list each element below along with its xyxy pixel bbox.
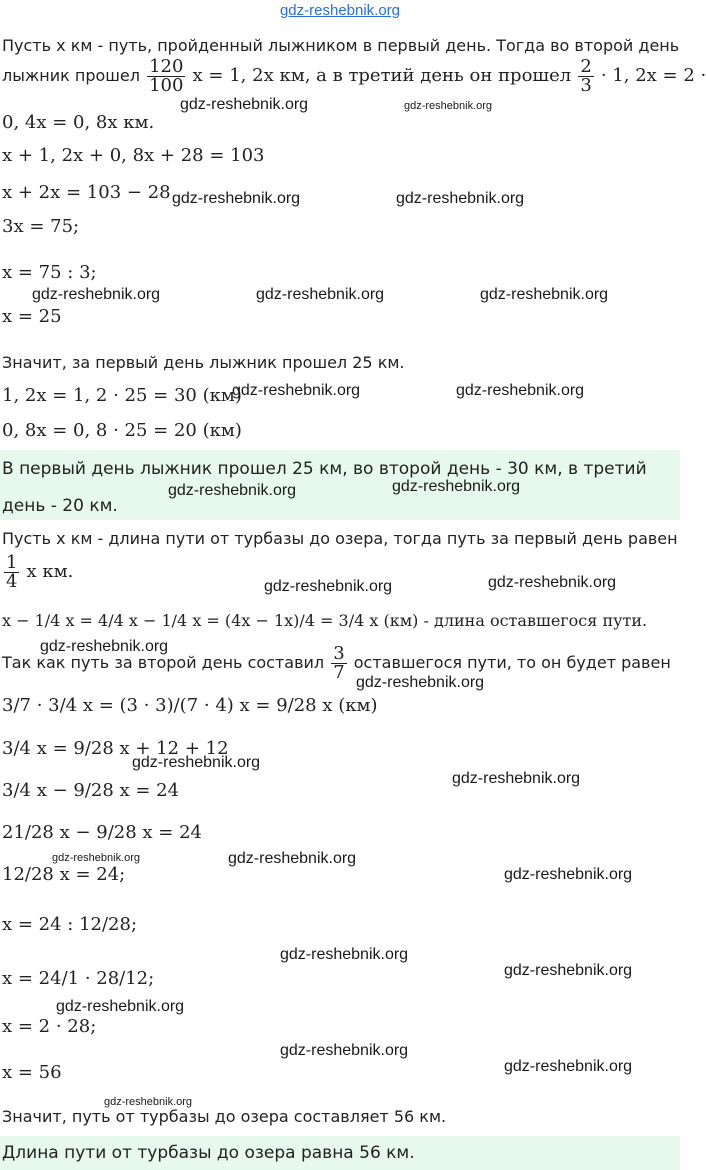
equation-5: x = 25 <box>2 306 62 327</box>
problem1-intro-line2 <box>2 58 706 95</box>
equation-10: 3/4 x = 9/28 x + 12 + 12 <box>2 738 229 759</box>
answer-1-line1: В первый день лыжник прошел 25 км, во второй день - 30 км, в третий <box>2 459 647 479</box>
problem1-intro-text-c: · 1, 2x = 2 · <box>600 65 706 86</box>
fraction-3-7 <box>331 645 346 682</box>
conclusion-2: Значит, путь от турбазы до озера составляет 56 км. <box>2 1107 447 1126</box>
watermark: gdz-reshebnik.org <box>452 770 581 787</box>
problem2-condition-text-a: Так как путь за второй день составил <box>2 653 325 672</box>
fraction-denominator: 100 <box>149 75 184 96</box>
equation-16: x = 2 · 28; <box>2 1016 97 1037</box>
problem1-intro-text-a: лыжник прошел <box>2 66 140 85</box>
fraction-120-100 <box>147 58 185 95</box>
equation-2: x + 2x = 103 − 28 <box>2 182 171 203</box>
watermark: gdz-reshebnik.org <box>264 578 393 595</box>
fraction-numerator: 2 <box>580 56 592 77</box>
problem2-condition-text-b: оставшегося пути, то он будет равен <box>353 653 671 672</box>
answer-2: Длина пути от турбазы до озера равна 56 км. <box>2 1143 415 1163</box>
problem1-intro-line1: Пусть x км - путь, пройденный лыжником в первый день. Тогда во второй день <box>2 36 680 55</box>
equation-4: x = 75 : 3; <box>2 262 97 283</box>
fraction-numerator: 120 <box>149 56 184 77</box>
equation-11: 3/4 x − 9/28 x = 24 <box>2 780 180 801</box>
equation-6: 1, 2x = 1, 2 · 25 = 30 (км) <box>2 385 242 406</box>
fraction-denominator: 4 <box>6 571 18 592</box>
equation-8: x − 1/4 x = 4/4 x − 1/4 x = (4x − 1x)/4 = 3/4 x (км) - длина оставшегося пути. <box>2 611 648 630</box>
equation-7: 0, 8x = 0, 8 · 25 = 20 (км) <box>2 420 242 441</box>
watermark: gdz-reshebnik.org <box>504 962 633 979</box>
watermark: gdz-reshebnik.org <box>232 382 361 399</box>
watermark: gdz-reshebnik.org <box>104 1096 193 1108</box>
fraction-numerator: 3 <box>333 643 345 664</box>
watermark: gdz-reshebnik.org <box>56 998 185 1015</box>
equation-13: 12/28 x = 24; <box>2 864 126 885</box>
watermark: gdz-reshebnik.org <box>168 482 297 499</box>
problem1-intro-line3: 0, 4x = 0, 8x км. <box>2 112 155 133</box>
watermark: gdz-reshebnik.org <box>456 382 585 399</box>
watermark: gdz-reshebnik.org <box>52 852 141 864</box>
fraction-denominator: 7 <box>333 662 345 683</box>
watermark: gdz-reshebnik.org <box>488 574 617 591</box>
fraction-denominator: 3 <box>580 75 592 96</box>
watermark: gdz-reshebnik.org <box>396 190 525 207</box>
watermark: gdz-reshebnik.org <box>356 674 485 691</box>
watermark: gdz-reshebnik.org <box>228 850 357 867</box>
watermark: gdz-reshebnik.org <box>404 100 493 112</box>
equation-17: x = 56 <box>2 1062 62 1083</box>
problem2-intro-line1: Пусть x км - длина пути от турбазы до озера, тогда путь за первый день равен <box>2 529 678 548</box>
equation-15: x = 24/1 · 28/12; <box>2 968 155 989</box>
header-watermark[interactable]: gdz-reshebnik.org <box>279 2 401 19</box>
equation-1: x + 1, 2x + 0, 8x + 28 = 103 <box>2 145 265 166</box>
watermark: gdz-reshebnik.org <box>280 946 409 963</box>
conclusion-1: Значит, за первый день лыжник прошел 25 км. <box>2 353 405 372</box>
watermark: gdz-reshebnik.org <box>392 478 521 495</box>
problem2-intro-text: x км. <box>26 561 74 582</box>
watermark: gdz-reshebnik.org <box>504 1058 633 1075</box>
watermark: gdz-reshebnik.org <box>40 638 169 655</box>
watermark: gdz-reshebnik.org <box>480 286 609 303</box>
watermark: gdz-reshebnik.org <box>504 866 633 883</box>
equation-12: 21/28 x − 9/28 x = 24 <box>2 822 202 843</box>
equation-3: 3x = 75; <box>2 216 80 237</box>
equation-14: x = 24 : 12/28; <box>2 914 138 935</box>
fraction-1-4 <box>4 554 19 591</box>
fraction-numerator: 1 <box>6 552 18 573</box>
watermark: gdz-reshebnik.org <box>32 286 161 303</box>
watermark: gdz-reshebnik.org <box>172 190 301 207</box>
watermark: gdz-reshebnik.org <box>132 754 261 771</box>
problem1-intro-text-b: x = 1, 2x км, а в третий день он прошел <box>192 65 572 86</box>
equation-9: 3/7 · 3/4 x = (3 · 3)/(7 · 4) x = 9/28 x (км) <box>2 695 378 716</box>
watermark: gdz-reshebnik.org <box>256 286 385 303</box>
watermark: gdz-reshebnik.org <box>180 96 309 113</box>
problem2-intro-line2 <box>2 554 73 591</box>
watermark: gdz-reshebnik.org <box>280 1042 409 1059</box>
fraction-2-3 <box>578 58 593 95</box>
answer-1-line2: день - 20 км. <box>2 496 118 516</box>
